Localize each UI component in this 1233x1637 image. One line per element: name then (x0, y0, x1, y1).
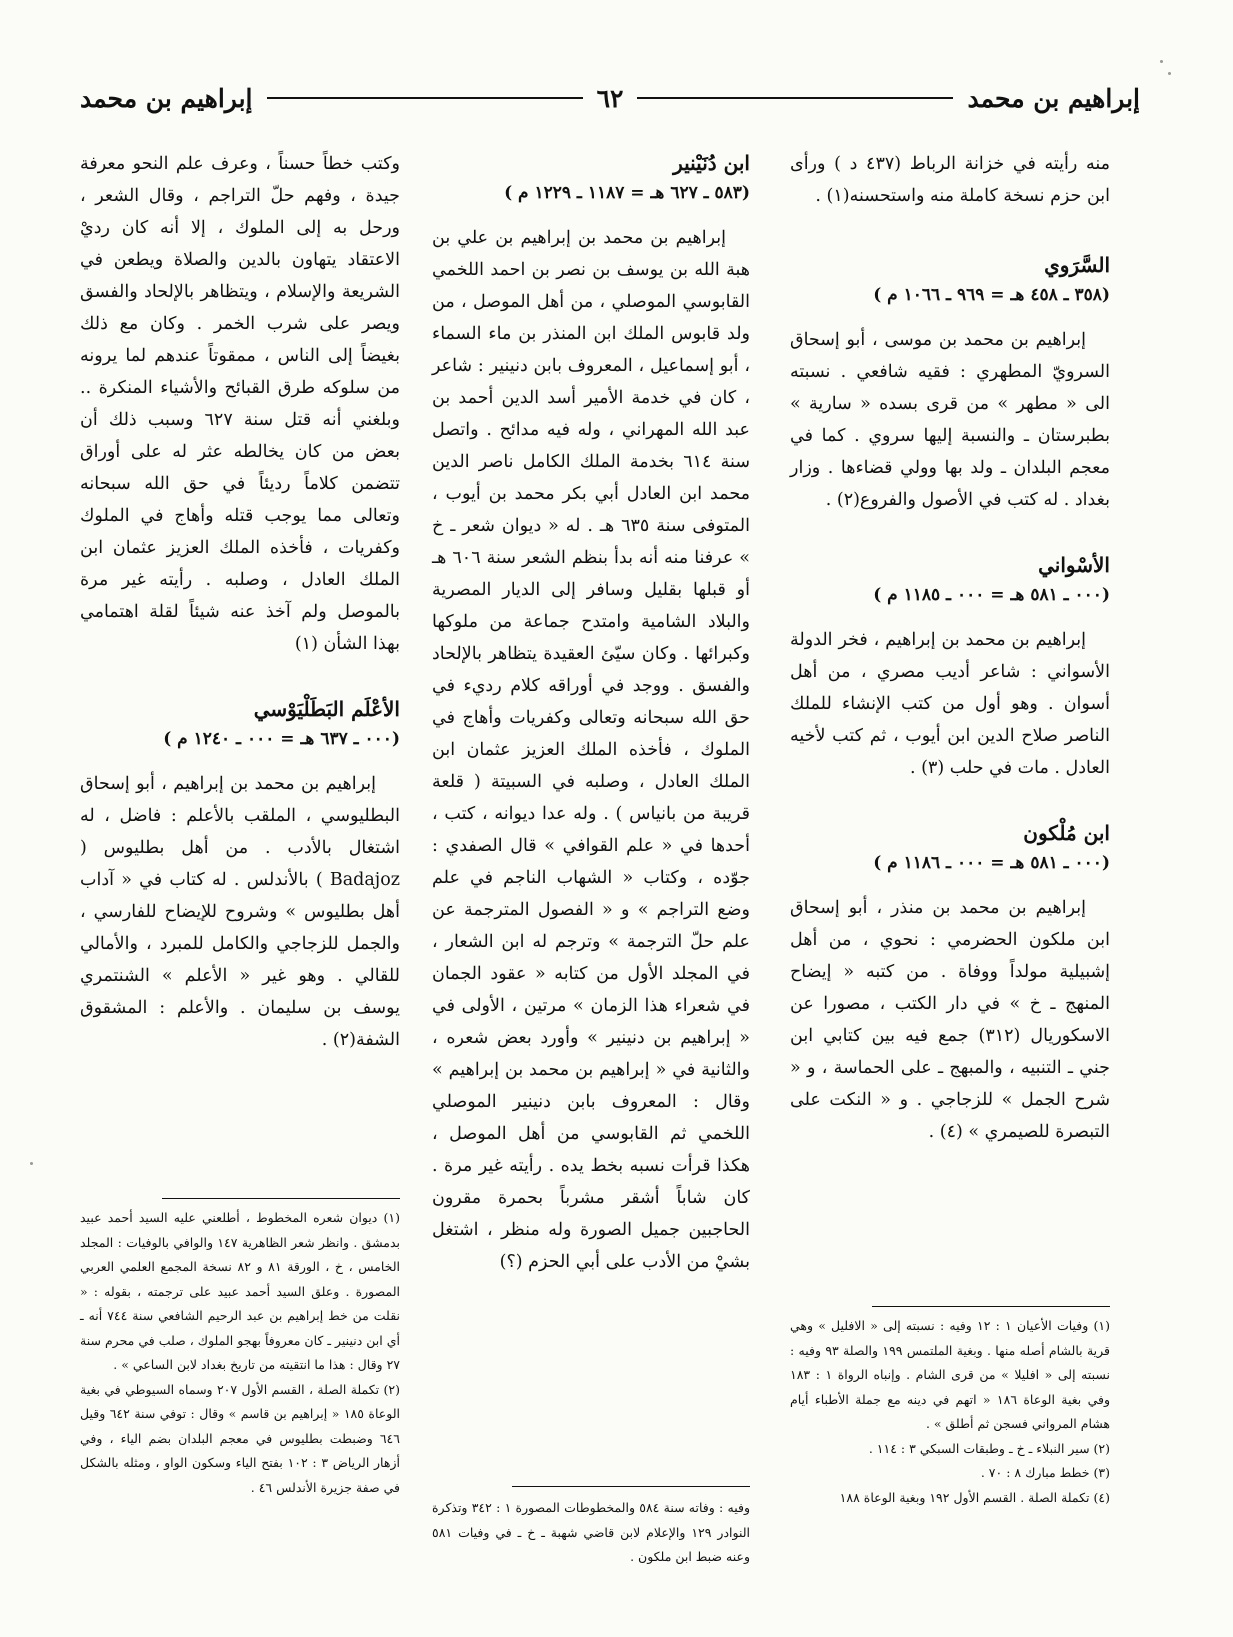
footnote-rule-left (162, 1198, 400, 1199)
entry-text-malkun: إبراهيم بن محمد بن منذر ، أبو إسحاق ابن ملكون الحضرمي : نحوي ، من أهل إشبيلية مولداً ووفاة . من كتبه « إيضاح المنهج ـ خ » في دار الكتب ، مصورا عن الاسكوريال (٣١٢) جمع فيه بين كتابي ابن جني ـ التنبيه ، والمبهج ـ على الحماسة ، و « شرح الجمل » للزجاجي . و « النكت على التبصرة للصيمري » (٤) . (790, 898, 1110, 1142)
scan-speck (1160, 60, 1163, 63)
scan-speck (1168, 72, 1171, 75)
footnote-item: (١) ديوان شعره المخطوط ، أطلعني عليه السيد أحمد عبيد بدمشق . وانظر شعر الظاهرية ١٤٧ والوافي بالوفيات : المجلد الخامس ، خ ، الورقة ٨١ و ٨٢ نسخة المجمع العلمي العربي المصورة . وعلق السيد أحمد عبيد على ترجمته ، بقوله : « نقلت من خط إبراهيم بن عبد الرحيم الشافعي سنة ٧٤٤ أنه ـ أي ابن دنينير ـ كان معروفاً بهجو الملوك ، صلب في محرم سنة ٢٧ وقال : هذا ما انتقيته من تاريخ بغداد لابن الساعي » . (80, 1210, 401, 1372)
footnote-rule-middle (512, 1486, 750, 1487)
entry-dates-sarawi: (٣٥٨ ـ ٤٥٨ هـ = ٩٦٩ ـ ١٠٦٦ م ) (873, 285, 1110, 305)
column-right (790, 148, 1110, 1148)
header-name-right: إبراهيم بن محمد (967, 83, 1140, 113)
header-rule-right (637, 97, 953, 99)
entry-text-alam: إبراهيم بن محمد بن إبراهيم ، أبو إسحاق البطليوسي ، الملقب بالأعلم : فاضل ، له اشتغال بالأدب . من أهل بطليوس ( Badajoz ) بالأندلس . له كتاب في « آداب أهل بطليوس » وشروح للإيضاح للفارسي ، والجمل للزجاجي والكامل للمبرد ، والأمالي للقالي . وهو غير « الأعلم » الشنتمري يوسف بن سليمان . والأعلم : المشقوق الشفة(٢) . (80, 774, 400, 1050)
running-header (80, 78, 1140, 118)
column-left (80, 148, 400, 1056)
page-number: ٦٢ (596, 83, 624, 113)
entry-dates-dunaynir: (٥٨٣ ـ ٦٢٧ هـ = ١١٨٧ ـ ١٢٢٩ م ) (504, 183, 750, 203)
header-name-left: إبراهيم بن محمد (79, 83, 253, 113)
scan-speck (30, 1162, 33, 1165)
entry-dates-malkun: (٠٠٠ ـ ٥٨١ هـ = ٠٠٠ ـ ١١٨٦ م ) (873, 853, 1110, 873)
entry-dates-aswani: (٠٠٠ ـ ٥٨١ هـ = ٠٠٠ ـ ١١٨٥ م ) (873, 585, 1110, 605)
entry-title-sarawi: السَّرَوي (1044, 253, 1110, 277)
entry-text-aswani: إبراهيم بن محمد بن إبراهيم ، فخر الدولة الأسواني : شاعر أديب مصري ، من أهل أسوان . وهو أول من كتب الإنشاء للملك الناصر صلاح الدين ابن أيوب ، ثم كتب لأخيه العادل . مات في حلب (٣) . (790, 630, 1110, 778)
footnote-item: (٢) تكملة الصلة ، القسم الأول ٢٠٧ وسماه السيوطي في بغية الوعاة ١٨٥ « إبراهيم بن قاسم » وقال : توفي سنة ٦٤٢ وقيل ٦٤٦ وضبطت بطليوس في معجم البلدان بضم الياء ، وفي أزهار الرياض ٣ : ١٠٢ بفتح الياء وسكون الواو ، ومثله بالشكل في صفة جزيرة الأندلس ٤٦ . (80, 1381, 400, 1495)
footnote-item: (٣) خطط مبارك ٨ : ٧٠ . (980, 1465, 1110, 1480)
column-middle (432, 148, 750, 1278)
header-rule-left (267, 97, 583, 99)
entry-text-sarawi: إبراهيم بن محمد بن موسى ، أبو إسحاق السرويّ المطهري : فقيه شافعي . نسبته الى « مطهر » من قرى بسده « سارية » بطبرستان ـ والنسبة إليها سروي . كما في معجم البلدان ـ ولد بها وولي قضاءها . وزار بغداد . له كتب في الأصول والفروع(٢) . (790, 330, 1110, 510)
footnotes-left (80, 1206, 400, 1500)
entry-title-aswani: الأسْواني (1038, 553, 1110, 577)
entry-title-malkun: ابن مُلْكون (1023, 821, 1110, 845)
entry-title-alam: الأعْلَم البَطَلْيَوْسي (253, 697, 400, 721)
continued-text: منه رأيته في خزانة الرباط (٤٣٧ د ) ورأى ابن حزم نسخة كاملة منه واستحسنه(١) . (790, 154, 1110, 206)
footnote-item: (٤) تكملة الصلة . القسم الأول ١٩٢ وبغية الوعاة ١٨٨ (839, 1489, 1110, 1505)
footnote-item: وفيه : وفاته سنة ٥٨٤ والمخطوطات المصورة ١ : ٣٤٢ وتذكرة النوادر ١٢٩ والإعلام لابن قاضي شهبة ـ خ ـ في وفيات ٥٨١ وعنه ضبط ابن ملكون . (432, 1500, 750, 1564)
footnote-item: (١) وفيات الأعيان ١ : ١٢ وفيه : نسبته إلى « الافليل » وهي قرية بالشام أصله منها . وبغية الملتمس ١٩٩ والصلة ٩٣ وفيه : نسبته إلى « افليلا » من قرى الشام . وإنباه الرواة ١ : ١٨٣ وفي بغية الوعاة ١٨٦ « اتهم في دينه مع جملة الأطباء أيام هشام المرواني فسجن ثم أطلق » . (790, 1318, 1111, 1431)
entry-dates-alam: (٠٠٠ ـ ٦٣٧ هـ = ٠٠٠ ـ ١٢٤٠ م ) (163, 729, 400, 749)
footnotes-right (790, 1314, 1110, 1510)
footnote-item: (٢) سير النبلاء ـ خ ـ وطبقات السبكي ٣ : ١١٤ . (868, 1440, 1110, 1456)
footnotes-middle (432, 1496, 750, 1570)
continued-text-dunaynir: وكتب خطاً حسناً ، وعرف علم النحو معرفة جيدة ، وفهم حلّ التراجم ، وقال الشعر ، ورحل به إلى الملوك ، إلا أنه كان رديْ الاعتقاد يتهاون بالدين والصلاة ويطعن في الشريعة والإسلام ، ويتظاهر بالإلحاد والفسق ويصر على شرب الخمر . وكان مع ذلك بغيضاً إلى الناس ، ممقوتاً عندهم لما يرونه من سلوكه طرق القبائح والأشياء المنكرة .. وبلغني أنه قتل سنة ٦٢٧ وسبب ذلك أن بعض من كان يخالطه عثر له على أوراق تتضمن كلاماً رديئاً في حق الله سبحانه وتعالى مما يوجب قتله وأهاج في الملوك وكفريات ، فأخذه الملك العزيز عثمان ابن الملك العادل ، وصلبه . رأيته غير مرة بالموصل ولم آخذ عنه شيئاً لقلة اهتمامي بهذا الشأن (١) (80, 154, 400, 654)
entry-title-dunaynir: ابن دُنَيْنير (673, 151, 750, 175)
footnote-rule-right (872, 1306, 1110, 1307)
entry-text-dunaynir: إبراهيم بن محمد بن إبراهيم بن علي بن هبة الله بن يوسف بن نصر بن احمد اللخمي القابوسي الموصلي ، من أهل الموصل ، من ولد قابوس الملك ابن المنذر بن ماء السماء ، أبو إسماعيل ، المعروف بابن دنينير : شاعر ، كان في خدمة الأمير أسد الدين أحمد بن عبد الله المهراني ، وله فيه مدائح . واتصل سنة ٦١٤ بخدمة الملك الكامل ناصر الدين محمد ابن العادل أبي بكر محمد بن أيوب ، المتوفى سنة ٦٣٥ هـ . له « ديوان شعر ـ خ » عرفنا منه أنه بدأ بنظم الشعر سنة ٦٠٦ هـ أو قبلها بقليل وسافر إلى الديار المصرية والبلاد الشامية وامتدح جماعة من ملوكها وكبرائها . وكان سيّئ العقيدة يتظاهر بالإلحاد والفسق . ووجد في أوراقه كلام رديء في حق الله سبحانه وتعالى وكفريات وأهاج في الملوك ، فأخذه الملك العزيز عثمان ابن الملك العادل ، وصلبه في السبيتة ( قلعة قريبة من بانياس ) . وله عدا ديوانه ، كتب ، أحدها في « علم القوافي » قال الصفدي : جوّده ، وكتاب « الشهاب الناجم في علم وضع التراجم » و « الفصول المترجمة عن علم حلّ الترجمة » وترجم له ابن الشعار ، في المجلد الأول من كتابه « عقود الجمان في شعراء هذا الزمان » مرتين ، الأولى في « إبراهيم بن دنينير » وأورد بعض شعره ، والثانية في « إبراهيم بن محمد بن إبراهيم » وقال : المعروف بابن دنينير الموصلي اللخمي ثم القابوسي من أهل الموصل ، هكذا قرأت نسبه بخط يده . رأيته غير مرة . كان شاباً أشقر مشرباً بحمرة مقرون الحاجبين جميل الصورة وله منظر ، اشتغل بشيْ من الأدب على أبي الحزم (؟) (432, 228, 750, 1272)
